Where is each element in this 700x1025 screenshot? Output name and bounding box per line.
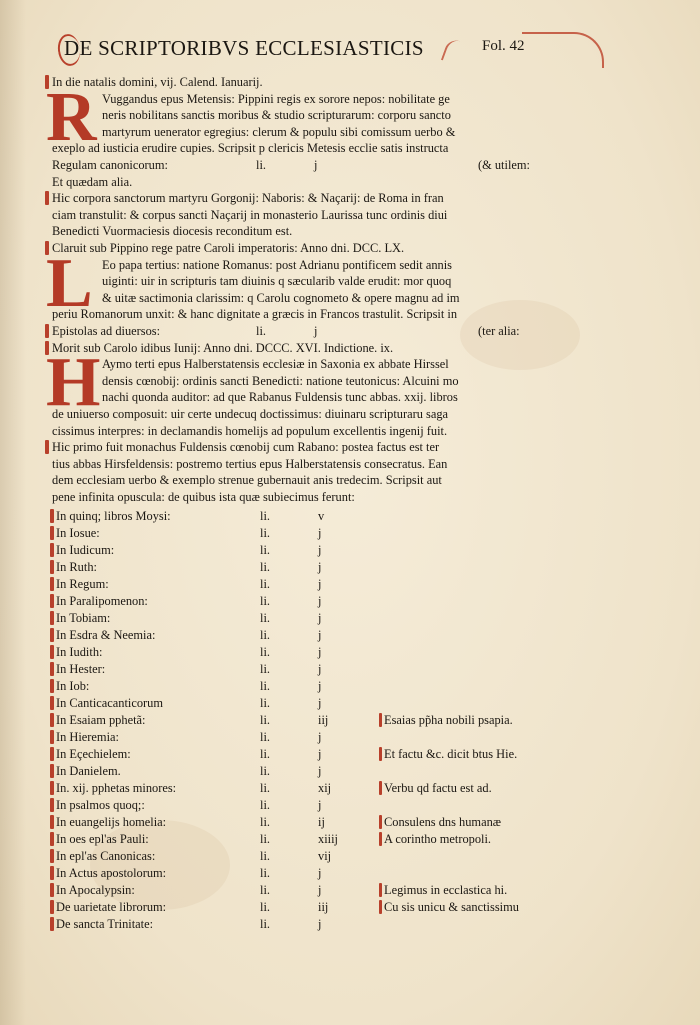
volume-abbr: li. <box>260 797 270 812</box>
book-title: De sancta Trinitate: <box>56 916 154 931</box>
text-line: Vuggandus epus Metensis: Pippini regis ex sorore nepos: nobilitate ge <box>102 91 450 106</box>
volume-count: j <box>314 324 318 338</box>
paragraph-mark-icon <box>50 628 54 642</box>
volume-abbr: li. <box>260 525 270 540</box>
paragraph-mark-icon <box>50 900 54 914</box>
volume-count: j <box>318 559 322 574</box>
book-title: In Regum: <box>56 576 109 591</box>
volume-abbr: li. <box>256 324 266 338</box>
volume-abbr: li. <box>260 559 270 574</box>
book-title: In Hieremia: <box>56 729 119 744</box>
volume-count: xij <box>318 780 332 795</box>
text-line: de uniuerso composuit: uir certe undecuq doctissimus: diuinaru scripturaru saga <box>52 407 449 421</box>
text-line: cissimus interpres: in declamandis homelijs ad populum excellentis ingenij fuit. <box>52 423 448 438</box>
paragraph-mark-icon <box>45 440 49 454</box>
paragraph-mark-icon <box>50 611 54 625</box>
volume-count: j <box>318 729 322 744</box>
page-title: DE SCRIPTORIBVS ECCLESIASTICIS <box>64 36 424 60</box>
text-line: Et quædam alia. <box>52 174 133 189</box>
volume-abbr: li. <box>260 865 270 880</box>
decorated-initial: R <box>46 78 97 156</box>
paragraph-mark-icon <box>50 883 54 897</box>
volume-count: j <box>318 678 322 693</box>
volume-count: j <box>318 916 322 931</box>
margin-note: (ter alia: <box>478 324 520 338</box>
book-title: In Iudicum: <box>56 542 115 557</box>
paragraph-mark-icon <box>45 191 49 205</box>
text-line: dem ecclesiam uerbo & exemplo strenue gubernauit anis tredecim. Scripsit aut <box>52 473 442 488</box>
paragraph-mark-icon <box>50 781 54 795</box>
volume-abbr: li. <box>260 576 270 591</box>
text-line: Aymo terti epus Halberstatensis ecclesiæ in Saxonia ex abbate Hirssel <box>102 357 449 372</box>
volume-abbr: li. <box>260 610 270 625</box>
volume-count: j <box>318 576 322 591</box>
volume-count: j <box>318 763 322 778</box>
paragraph-mark-icon <box>50 764 54 778</box>
text-line: In die natalis domini, vij. Calend. Ianuarij. <box>52 75 263 89</box>
text-line: Regulam canonicorum: <box>52 158 168 172</box>
text-line: pene infinita opuscula: de quibus ista quæ subiecimus ferunt: <box>52 490 355 504</box>
book-title: In Actus apostolorum: <box>56 865 167 880</box>
volume-count: iij <box>318 712 329 727</box>
paragraph-mark-icon <box>379 883 382 897</box>
paragraph-mark-icon <box>379 832 382 846</box>
text-line: periu Romanorum unxit: & hanc dignitate a græcis in Francos trastulit. Scripsit in <box>52 307 458 322</box>
paragraph-mark-icon <box>379 781 382 795</box>
volume-abbr: li. <box>260 678 270 693</box>
incipit-note: Esaias pp̃ha nobili psapia. <box>384 712 513 727</box>
volume-abbr: li. <box>260 831 270 846</box>
book-title: In Hester: <box>56 661 106 676</box>
margin-note: (& utilem: <box>478 158 530 172</box>
book-title: In Canticacanticorum <box>56 695 163 710</box>
volume-count: j <box>314 158 318 172</box>
folio-number: Fol. 42 <box>482 38 525 54</box>
volume-abbr: li. <box>260 729 270 744</box>
book-title: De uarietate librorum: <box>56 899 167 914</box>
paragraph-mark-icon <box>50 747 54 761</box>
gutter-shadow <box>0 0 26 1025</box>
volume-count: j <box>318 882 322 897</box>
text-line: ciam transtulit: & corpus sancti Naçarij in monasterio Laurissa tunc ordinis diui <box>52 207 448 222</box>
incipit-note: A corintho metropoli. <box>384 831 492 846</box>
book-title: In oes epl'as Pauli: <box>56 831 149 846</box>
book-title: In Danielem. <box>56 763 121 778</box>
volume-count: v <box>318 508 325 523</box>
paragraph-mark-icon <box>379 713 382 727</box>
book-title: In Tobiam: <box>56 610 111 625</box>
volume-abbr: li. <box>260 848 270 863</box>
paragraph-mark-icon <box>50 832 54 846</box>
volume-count: j <box>318 525 322 540</box>
paragraph-mark-icon <box>50 662 54 676</box>
volume-abbr: li. <box>260 746 270 761</box>
book-title: In euangelijs homelia: <box>56 814 167 829</box>
paragraph-mark-icon <box>50 730 54 744</box>
volume-count: j <box>318 610 322 625</box>
paragraph-mark-icon <box>50 560 54 574</box>
text-line: nachi quonda auditor: ad que Rabanus Fuldensis tunc abbas. xxij. libros <box>102 390 458 405</box>
text-line: tius abbas Hirsfeldensis: postremo tertius epus Halberstatensis consecratus. Ean <box>52 456 448 471</box>
volume-abbr: li. <box>260 763 270 778</box>
volume-abbr: li. <box>260 916 270 931</box>
book-title: In Apocalypsin: <box>56 882 135 897</box>
incipit-note: Legimus in ecclastica hi. <box>384 882 508 897</box>
volume-count: j <box>318 542 322 557</box>
volume-abbr: li. <box>260 814 270 829</box>
book-title: In Eçechielem: <box>56 746 131 761</box>
decorated-initial: H <box>46 344 101 422</box>
book-title: In Esdra & Neemia: <box>56 627 156 642</box>
volume-abbr: li. <box>260 627 270 642</box>
paragraph-mark-icon <box>45 324 49 338</box>
text-line: Eo papa tertius: natione Romanus: post Adrianu pontificem sedit annis <box>102 257 452 272</box>
book-title: In quinq; libros Moysi: <box>56 508 171 523</box>
volume-abbr: li. <box>260 508 270 523</box>
text-line: Benedicti Vuormaciesis diocesis reconditum est. <box>52 224 293 239</box>
volume-count: j <box>318 644 322 659</box>
text-line: neris nobilitans sanctis moribus & studio scripturarum: corporu sancto <box>102 108 451 123</box>
volume-count: j <box>318 746 322 761</box>
book-title: In psalmos quoq;: <box>56 797 145 812</box>
book-title: In Esaiam pphetã: <box>56 712 146 727</box>
text-line: Epistolas ad diuersos: <box>52 324 161 338</box>
incipit-note: Et factu &c. dicit btus Hie. <box>384 746 518 761</box>
book-title: In epl'as Canonicas: <box>56 848 156 863</box>
paragraph-mark-icon <box>50 849 54 863</box>
incipit-note: Verbu qd factu est ad. <box>384 780 492 795</box>
paragraph-mark-icon <box>50 696 54 710</box>
volume-abbr: li. <box>256 158 266 172</box>
paragraph-mark-icon <box>50 866 54 880</box>
book-title: In. xij. pphetas minores: <box>56 780 177 795</box>
volume-count: xiiij <box>318 831 338 846</box>
text-line: martyrum uenerator egregius: clerum & populu sibi comissum uerbo & <box>102 124 456 139</box>
book-title: In Iudith: <box>56 644 103 659</box>
text-line: Morit sub Carolo idibus Iunij: Anno dni. DCCC. XVI. Indictione. ix. <box>52 340 394 355</box>
decorated-initial: L <box>46 244 93 322</box>
paragraph-mark-icon <box>50 526 54 540</box>
paragraph-mark-icon <box>379 815 382 829</box>
text-line: Hic primo fuit monachus Fuldensis cœnobij cum Rabano: postea factus est ter <box>52 440 440 455</box>
paragraph-mark-icon <box>50 917 54 931</box>
paragraph-mark-icon <box>50 713 54 727</box>
running-header <box>64 30 584 70</box>
volume-count: j <box>318 627 322 642</box>
paragraph-mark-icon <box>379 747 382 761</box>
text-line: & uitæ sactimonia clarissim: q Carolu cognometo & opere magnu ad im <box>102 290 460 305</box>
paragraph-mark-icon <box>50 679 54 693</box>
volume-abbr: li. <box>260 695 270 710</box>
rubric-flourish-icon <box>441 37 479 70</box>
volume-abbr: li. <box>260 593 270 608</box>
rubric-flourish-icon <box>522 32 604 68</box>
paragraph-mark-icon <box>50 815 54 829</box>
text-line: uiginti: uir in scripturis tam diuinis q sæcularib valde erudit: mor quoq <box>102 274 452 289</box>
text-line: exeplo ad iusticia erudire cupies. Scripsit p clericis Metesis ecclie satis instructa <box>52 141 449 156</box>
paragraph-mark-icon <box>50 543 54 557</box>
incipit-note: Cu sis unicu & sanctissimu <box>384 899 519 914</box>
volume-abbr: li. <box>260 644 270 659</box>
text-line: Hic corpora sanctorum martyru Gorgonij: Naboris: & Naçarij: de Roma in fran <box>52 191 444 206</box>
volume-abbr: li. <box>260 542 270 557</box>
paragraph-mark-icon <box>50 594 54 608</box>
volume-abbr: li. <box>260 661 270 676</box>
paragraph-mark-icon <box>50 509 54 523</box>
book-title: In Iosue: <box>56 525 100 540</box>
volume-count: ij <box>318 814 325 829</box>
volume-abbr: li. <box>260 899 270 914</box>
book-title: In Ruth: <box>56 559 97 574</box>
volume-count: j <box>318 695 322 710</box>
paragraph-mark-icon <box>50 798 54 812</box>
incipit-note: Consulens dns humanæ <box>384 814 502 829</box>
volume-abbr: li. <box>260 712 270 727</box>
volume-abbr: li. <box>260 780 270 795</box>
volume-count: iij <box>318 899 329 914</box>
book-title: In Paralipomenon: <box>56 593 148 608</box>
paragraph-mark-icon <box>50 645 54 659</box>
volume-count: j <box>318 661 322 676</box>
text-line: densis cœnobij: ordinis sancti Benedicti: natione teutonicus: Alcuini mo <box>102 373 459 388</box>
paragraph-mark-icon <box>50 577 54 591</box>
volume-count: j <box>318 797 322 812</box>
volume-count: j <box>318 865 322 880</box>
text-line: Claruit sub Pippino rege patre Caroli imperatoris: Anno dni. DCC. LX. <box>52 241 405 255</box>
volume-count: vij <box>318 848 332 863</box>
volume-count: j <box>318 593 322 608</box>
volume-abbr: li. <box>260 882 270 897</box>
paragraph-mark-icon <box>379 900 382 914</box>
book-title: In Iob: <box>56 678 90 693</box>
